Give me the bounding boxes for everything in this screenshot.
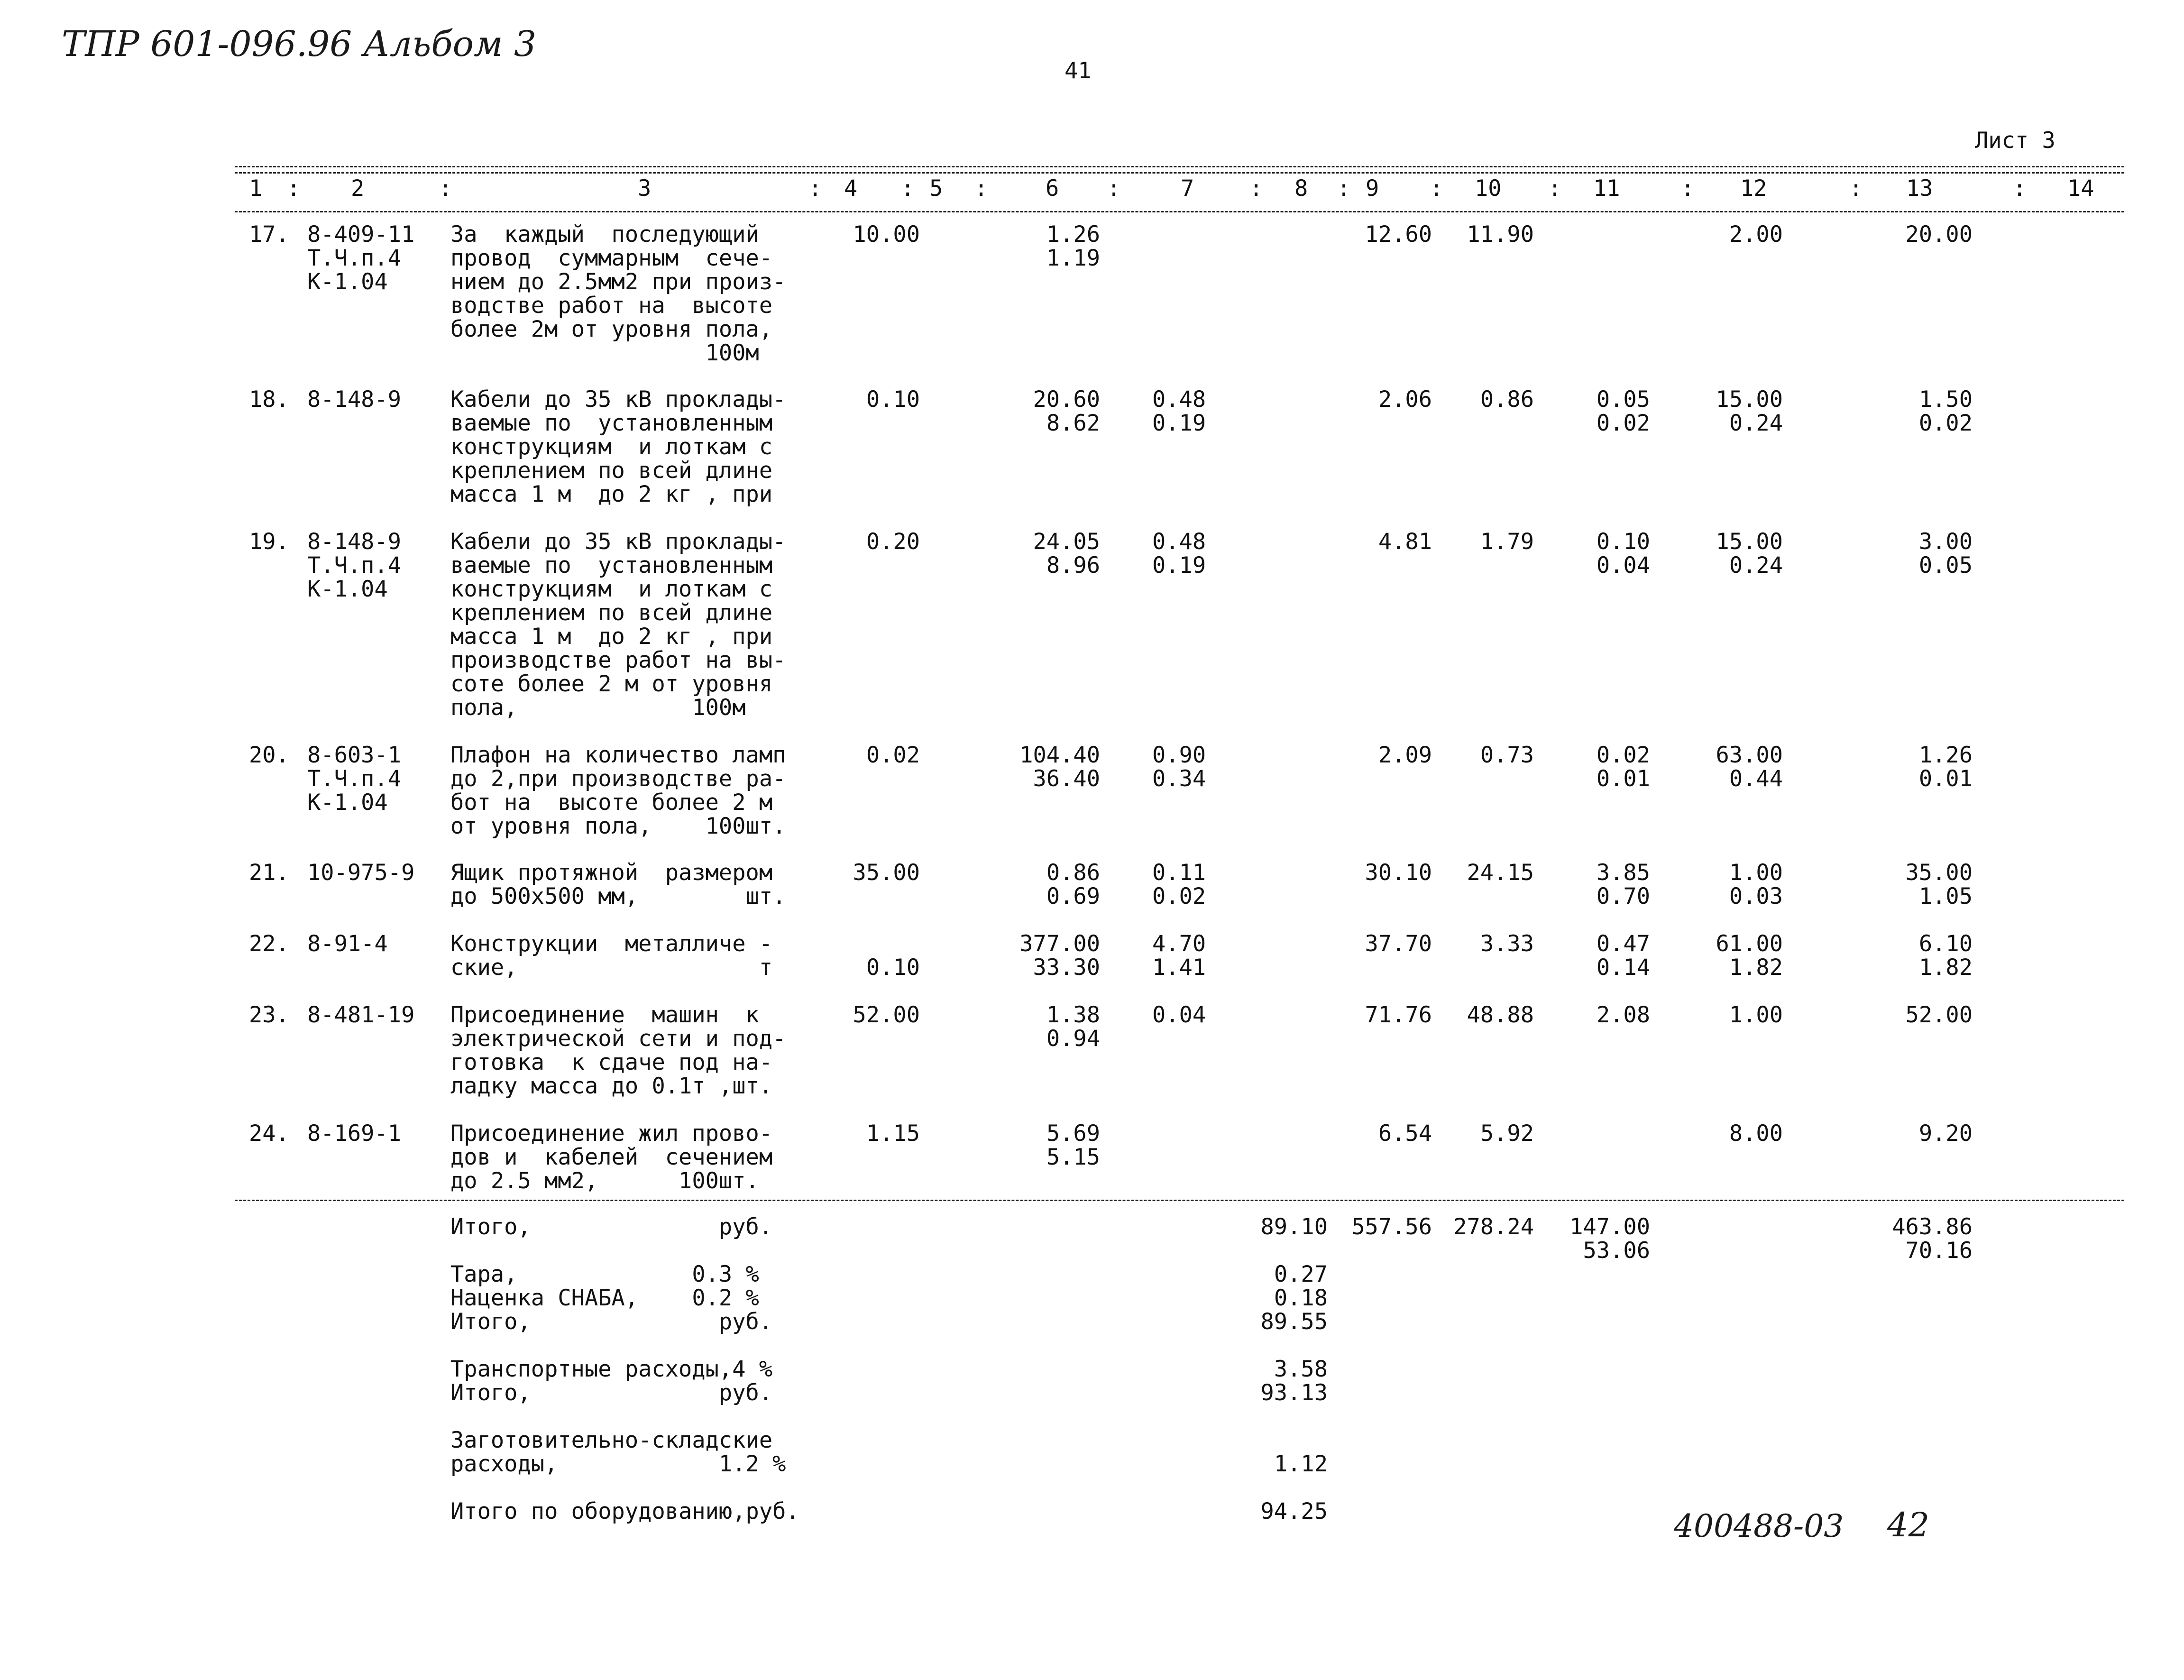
row-description: ваемые по установленным [450, 552, 773, 578]
row-description: креплением по всей длине [450, 600, 773, 626]
trans-label: Транспортные расходы,4 % [450, 1356, 773, 1382]
header-bottom-rule [235, 211, 2124, 212]
col-6-value: 5.15 [1046, 1144, 1100, 1170]
col-10-value: 48.88 [1467, 1002, 1534, 1028]
row-number: 23. [249, 1002, 289, 1028]
itogo-c11-a: 147.00 [1569, 1214, 1650, 1240]
col-4-value: 1.15 [866, 1120, 920, 1147]
col-4-value: 0.02 [866, 742, 920, 768]
col-12-value: 8.00 [1729, 1120, 1783, 1147]
col-4-value: 0.10 [866, 386, 920, 413]
row-code: 8-603-1 [307, 742, 402, 768]
col-13-value: 0.05 [1918, 552, 1973, 578]
header-top-rule [235, 166, 2124, 167]
row-description: пола, 100м [450, 695, 746, 721]
itogo-c8: 89.10 [1260, 1214, 1328, 1240]
tara-value: 0.27 [1274, 1261, 1328, 1287]
row-description: более 2м от уровня пола, [450, 316, 773, 342]
col-7-value: 0.48 [1152, 529, 1206, 555]
col-6-value: 0.69 [1046, 883, 1100, 909]
itogo-c11-b: 53.06 [1583, 1238, 1650, 1264]
col-13-value: 20.00 [1905, 221, 1973, 248]
col-12-value: 1.00 [1729, 860, 1783, 886]
col-7-value: 0.02 [1152, 883, 1206, 909]
col-10-value: 3.33 [1480, 931, 1534, 957]
page-number: 41 [1064, 58, 1092, 84]
col-6-value: 1.26 [1046, 221, 1100, 248]
col-6-value: 24.05 [1033, 529, 1100, 555]
col-12-value: 15.00 [1716, 386, 1783, 413]
header-separator: : [808, 175, 822, 202]
row-description: ваемые по установленным [450, 410, 773, 436]
row-code: К-1.04 [307, 269, 388, 295]
col-11-value: 0.47 [1596, 931, 1650, 957]
totals-rule [235, 1200, 2124, 1201]
row-description: За каждый последующий [450, 221, 759, 248]
col-7-value: 0.19 [1152, 410, 1206, 436]
col-13-value: 1.82 [1918, 955, 1973, 981]
itogo-c9: 557.56 [1351, 1214, 1432, 1240]
row-description: провод суммарным сече- [450, 245, 773, 271]
row-description: нием до 2.5мм2 при произ- [450, 269, 786, 295]
handwritten-page: 42 [1887, 1506, 1930, 1544]
col-6-value: 104.40 [1019, 742, 1100, 768]
zag-label-1: Заготовительно-складские [450, 1427, 773, 1453]
col-11-value: 0.02 [1596, 410, 1650, 436]
row-description: 100м [450, 340, 759, 366]
col-11-value: 0.70 [1596, 883, 1650, 909]
snab-value: 0.18 [1274, 1285, 1328, 1311]
itogo2-label: Итого, руб. [450, 1309, 773, 1335]
row-description: Ящик протяжной размером [450, 860, 773, 886]
col-12-value: 61.00 [1716, 931, 1783, 957]
row-code: К-1.04 [307, 790, 388, 816]
col-6-value: 33.30 [1033, 955, 1100, 981]
col-11-value: 0.04 [1596, 552, 1650, 578]
row-code: Т.Ч.п.4 [307, 552, 402, 578]
col-13-value: 9.20 [1918, 1120, 1973, 1147]
final-value: 94.25 [1260, 1498, 1328, 1524]
header-separator: : [1430, 175, 1443, 202]
row-description: бот на высоте более 2 м [450, 790, 773, 816]
col-7-value: 0.19 [1152, 552, 1206, 578]
itogo-c10: 278.24 [1453, 1214, 1534, 1240]
header-col-8: 8 [1294, 175, 1308, 202]
col-13-value: 0.01 [1918, 766, 1973, 792]
header-col-11: 11 [1593, 175, 1620, 202]
row-description: конструкциям и лоткам с [450, 434, 773, 460]
col-4-value: 0.20 [866, 529, 920, 555]
zag-label-2: расходы, 1.2 % [450, 1451, 786, 1477]
col-13-value: 0.02 [1918, 410, 1973, 436]
snab-label: Наценка СНАБА, 0.2 % [450, 1285, 759, 1311]
row-description: конструкциям и лоткам с [450, 576, 773, 602]
row-description: электрической сети и под- [450, 1026, 786, 1052]
col-4-value: 0.10 [866, 955, 920, 981]
header-separator: : [1107, 175, 1121, 202]
col-4-value: 10.00 [853, 221, 920, 248]
row-description: до 500x500 мм, шт. [450, 883, 786, 909]
header-col-5: 5 [929, 175, 943, 202]
header-separator: : [1681, 175, 1695, 202]
col-6-value: 0.94 [1046, 1026, 1100, 1052]
col-9-value: 2.06 [1378, 386, 1432, 413]
row-description: Кабели до 35 кВ проклады- [450, 529, 786, 555]
col-11-value: 2.08 [1596, 1002, 1650, 1028]
row-description: производстве работ на вы- [450, 647, 786, 673]
col-9-value: 4.81 [1378, 529, 1432, 555]
itogo-label: Итого, руб. [450, 1214, 773, 1240]
row-number: 21. [249, 860, 289, 886]
col-13-value: 1.26 [1918, 742, 1973, 768]
col-11-value: 0.05 [1596, 386, 1650, 413]
col-10-value: 5.92 [1480, 1120, 1534, 1147]
row-description: Плафон на количество ламп [450, 742, 786, 768]
header-col-9: 9 [1366, 175, 1379, 202]
itogo2-value: 89.55 [1260, 1309, 1328, 1335]
header-col-14: 14 [2067, 175, 2094, 202]
row-description: ские, т [450, 955, 773, 981]
col-12-value: 1.82 [1729, 955, 1783, 981]
col-12-value: 0.24 [1729, 552, 1783, 578]
col-7-value: 4.70 [1152, 931, 1206, 957]
zag-value: 1.12 [1274, 1451, 1328, 1477]
col-11-value: 0.02 [1596, 742, 1650, 768]
col-6-value: 36.40 [1033, 766, 1100, 792]
row-number: 20. [249, 742, 289, 768]
row-description: до 2,при производстве ра- [450, 766, 786, 792]
row-description: масса 1 м до 2 кг , при [450, 624, 773, 650]
header-col-10: 10 [1475, 175, 1502, 202]
header-separator: : [1249, 175, 1263, 202]
header-col-7: 7 [1181, 175, 1194, 202]
row-description: водстве работ на высоте [450, 293, 773, 319]
row-description: Кабели до 35 кВ проклады- [450, 386, 786, 413]
handwritten-code: 400488-03 [1674, 1508, 1844, 1544]
col-11-value: 0.10 [1596, 529, 1650, 555]
col-9-value: 12.60 [1365, 221, 1432, 248]
row-description: дов и кабелей сечением [450, 1144, 773, 1170]
row-code: 8-91-4 [307, 931, 388, 957]
col-7-value: 0.90 [1152, 742, 1206, 768]
row-number: 19. [249, 529, 289, 555]
header-separator: : [1849, 175, 1863, 202]
header-separator: : [287, 175, 301, 202]
col-10-value: 0.86 [1480, 386, 1534, 413]
col-6-value: 5.69 [1046, 1120, 1100, 1147]
col-11-value: 3.85 [1596, 860, 1650, 886]
header-col-4: 4 [844, 175, 858, 202]
header-col-6: 6 [1046, 175, 1059, 202]
col-13-value: 6.10 [1918, 931, 1973, 957]
row-description: креплением по всей длине [450, 458, 773, 484]
col-9-value: 71.76 [1365, 1002, 1432, 1028]
col-4-value: 52.00 [853, 1002, 920, 1028]
row-code: 8-169-1 [307, 1120, 402, 1147]
col-6-value: 8.96 [1046, 552, 1100, 578]
row-description: Конструкции металличе - [450, 931, 773, 957]
row-number: 17. [249, 221, 289, 248]
row-number: 24. [249, 1120, 289, 1147]
header-col-2: 2 [351, 175, 365, 202]
trans-value: 3.58 [1274, 1356, 1328, 1382]
itogo3-label: Итого, руб. [450, 1380, 773, 1406]
col-13-value: 35.00 [1905, 860, 1973, 886]
header-col-12: 12 [1740, 175, 1767, 202]
col-6-value: 0.86 [1046, 860, 1100, 886]
col-6-value: 8.62 [1046, 410, 1100, 436]
handwritten-title: ТПР 601-096.96 Альбом 3 [62, 24, 537, 64]
col-13-value: 1.50 [1918, 386, 1973, 413]
col-6-value: 1.19 [1046, 245, 1100, 271]
row-description: до 2.5 мм2, 100шт. [450, 1168, 759, 1194]
header-separator: : [974, 175, 988, 202]
col-6-value: 377.00 [1019, 931, 1100, 957]
col-9-value: 30.10 [1365, 860, 1432, 886]
row-description: готовка к сдаче под на- [450, 1049, 773, 1075]
tara-label: Тара, 0.3 % [450, 1261, 759, 1287]
row-code: 8-409-11 [307, 221, 415, 248]
row-code: 10-975-9 [307, 860, 415, 886]
col-4-value: 35.00 [853, 860, 920, 886]
col-10-value: 1.79 [1480, 529, 1534, 555]
header-separator: : [1337, 175, 1351, 202]
header-separator: : [1548, 175, 1562, 202]
col-7-value: 0.34 [1152, 766, 1206, 792]
row-description: масса 1 м до 2 кг , при [450, 481, 773, 507]
col-12-value: 2.00 [1729, 221, 1783, 248]
col-11-value: 0.14 [1596, 955, 1650, 981]
row-description: ладку масса до 0.1т ,шт. [450, 1073, 773, 1099]
col-12-value: 0.03 [1729, 883, 1783, 909]
col-12-value: 15.00 [1716, 529, 1783, 555]
col-13-value: 1.05 [1918, 883, 1973, 909]
header-col-1: 1 [249, 175, 263, 202]
header-separator: : [2013, 175, 2027, 202]
header-top-rule-2 [235, 172, 2124, 174]
sheet-label: Лист 3 [1975, 128, 2056, 154]
col-9-value: 6.54 [1378, 1120, 1432, 1147]
header-col-13: 13 [1906, 175, 1933, 202]
row-code: Т.Ч.п.4 [307, 766, 402, 792]
final-label: Итого по оборудованию,руб. [450, 1498, 799, 1524]
row-description: Присоединение машин к [450, 1002, 759, 1028]
col-9-value: 37.70 [1365, 931, 1432, 957]
row-number: 22. [249, 931, 289, 957]
row-code: 8-481-19 [307, 1002, 415, 1028]
row-code: 8-148-9 [307, 529, 402, 555]
col-6-value: 20.60 [1033, 386, 1100, 413]
col-10-value: 11.90 [1467, 221, 1534, 248]
col-13-value: 52.00 [1905, 1002, 1973, 1028]
col-7-value: 0.11 [1152, 860, 1206, 886]
col-10-value: 24.15 [1467, 860, 1534, 886]
col-7-value: 1.41 [1152, 955, 1206, 981]
row-number: 18. [249, 386, 289, 413]
header-separator: : [439, 175, 452, 202]
col-12-value: 0.44 [1729, 766, 1783, 792]
col-12-value: 1.00 [1729, 1002, 1783, 1028]
col-9-value: 2.09 [1378, 742, 1432, 768]
col-11-value: 0.01 [1596, 766, 1650, 792]
itogo-c13-a: 463.86 [1892, 1214, 1973, 1240]
row-code: Т.Ч.п.4 [307, 245, 402, 271]
header-col-3: 3 [638, 175, 652, 202]
row-code: 8-148-9 [307, 386, 402, 413]
col-13-value: 3.00 [1918, 529, 1973, 555]
row-code: К-1.04 [307, 576, 388, 602]
col-12-value: 0.24 [1729, 410, 1783, 436]
col-7-value: 0.04 [1152, 1002, 1206, 1028]
row-description: Присоединение жил прово- [450, 1120, 773, 1147]
col-10-value: 0.73 [1480, 742, 1534, 768]
col-6-value: 1.38 [1046, 1002, 1100, 1028]
header-separator: : [901, 175, 915, 202]
col-7-value: 0.48 [1152, 386, 1206, 413]
col-12-value: 63.00 [1716, 742, 1783, 768]
row-description: от уровня пола, 100шт. [450, 813, 786, 839]
row-description: соте более 2 м от уровня [450, 671, 773, 697]
itogo-c13-b: 70.16 [1905, 1238, 1973, 1264]
itogo3-value: 93.13 [1260, 1380, 1328, 1406]
